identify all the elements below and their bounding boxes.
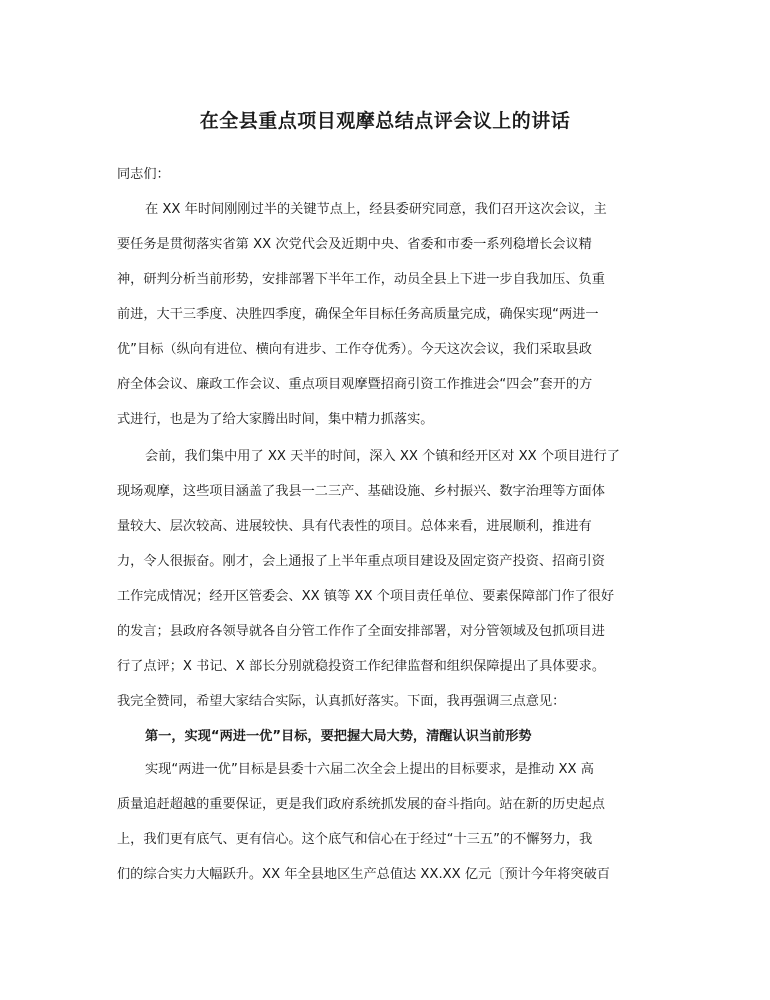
paragraph-line: 实现“两进一优”目标是县委十六届二次全会上提出的目标要求，是推动 XX 高: [145, 762, 594, 777]
paragraph-line: 质量追赶超越的重要保证，更是我们政府系统抓发展的奋斗指向。站在新的历史起点: [117, 797, 605, 812]
section-heading: 第一，实现“两进一优”目标，要把握大局大势，清醒认识当前形势: [145, 729, 532, 744]
paragraph-line: 会前，我们集中用了 XX 天半的时间，深入 XX 个镇和经开区对 XX 个项目进行了: [145, 449, 620, 464]
paragraph-line: 现场观摩，这些项目涵盖了我县一二三产、基础设施、乡村振兴、数字治理等方面体: [117, 484, 605, 499]
paragraph-line: 前进，大干三季度、决胜四季度，确保全年目标任务高质量完成，确保实现“两进一: [117, 307, 599, 322]
paragraph-line: 在 XX 年时间刚刚过半的关键节点上，经县委研究同意，我们召开这次会议，主: [145, 202, 607, 217]
paragraph-line: 工作完成情况；经开区管委会、XX 镇等 XX 个项目责任单位、要素保障部门作了很好: [117, 589, 615, 604]
paragraph-line: 们的综合实力大幅跃升。XX 年全县地区生产总值达 XX.XX 亿元〔预计今年将突破百: [117, 867, 610, 882]
paragraph-line: 式进行，也是为了给大家腾出时间，集中精力抓落实。: [117, 412, 434, 427]
paragraph-line: 的发言；县政府各领导就各自分管工作作了全面安排部署，对分管领域及包抓项目进: [117, 624, 605, 639]
paragraph-line: 上，我们更有底气、更有信心。这个底气和信心在于经过“十三五”的不懈努力，我: [117, 832, 593, 847]
paragraph-line: 优”目标（纵向有进位、横向有进步、工作夺优秀）。今天这次会议，我们采取县政: [117, 342, 592, 357]
paragraph-line: 量较大、层次较高、进展较快、具有代表性的项目。总体来看，进展顺利，推进有: [117, 519, 592, 534]
salutation: 同志们：: [117, 167, 170, 182]
paragraph-line: 我完全赞同，希望大家结合实际，认真抓好落实。下面，我再强调三点意见：: [117, 694, 566, 709]
paragraph-line: 府全体会议、廉政工作会议、重点项目观摩暨招商引资工作推进会“四会”套开的方: [117, 377, 593, 392]
paragraph-line: 神，研判分析当前形势，安排部署下半年工作，动员全县上下进一步自我加压、负重: [117, 272, 605, 287]
paragraph-line: 力，令人很振奋。刚才，会上通报了上半年重点项目建设及固定资产投资、招商引资: [117, 554, 605, 569]
paragraph-line: 要任务是贯彻落实省第 XX 次党代会及近期中央、省委和市委一系列稳增长会议精: [117, 237, 592, 252]
document-title: 在全县重点项目观摩总结点评会议上的讲话: [199, 110, 571, 132]
paragraph-line: 行了点评；X 书记、X 部长分别就稳投资工作纪律监督和组织保障提出了具体要求。: [117, 659, 606, 674]
